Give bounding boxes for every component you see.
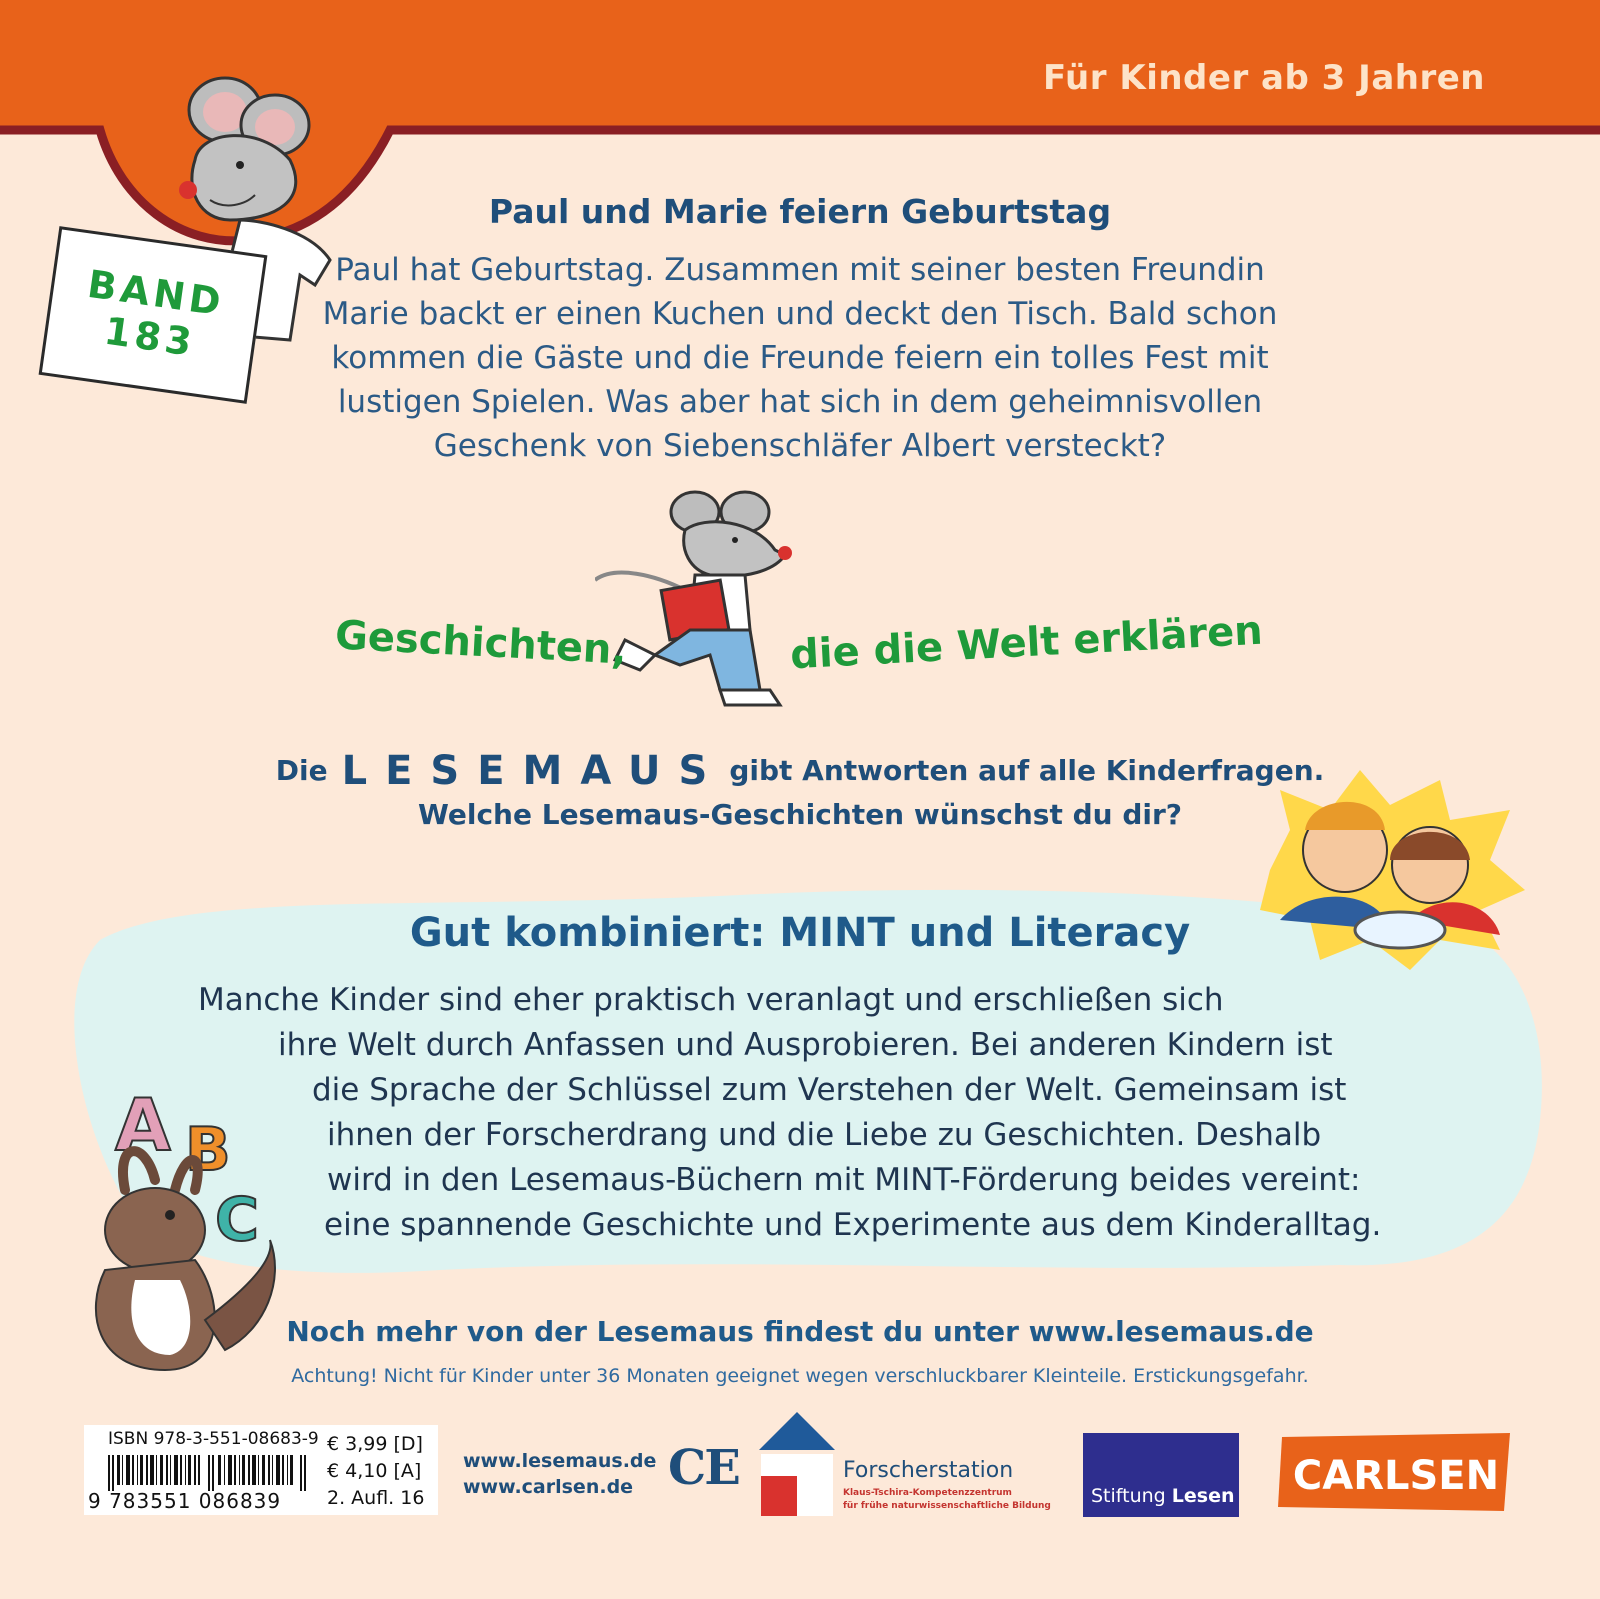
price-germany: € 3,99 [D]: [327, 1433, 423, 1455]
url-lesemaus[interactable]: www.lesemaus.de: [463, 1450, 657, 1472]
lesemaus-suffix: gibt Antworten auf alle Kinderfragen.: [729, 754, 1325, 787]
forscher-subtitle: für frühe naturwissenschaftliche Bildung: [843, 1501, 1051, 1511]
mint-line: die Sprache der Schlüssel zum Verstehen der Welt. Gemeinsam ist: [312, 1072, 1347, 1108]
story-description: [270, 248, 1330, 468]
story-line: lustigen Spielen. Was aber hat sich in dem geheimnisvollen: [337, 384, 1263, 420]
safety-warning: Achtung! Nicht für Kinder unter 36 Monaten geeignet wegen verschluckbarer Kleinteile. Erstickungsgefahr.: [291, 1365, 1309, 1387]
forscher-subtitle: Klaus-Tschira-Kompetenzzentrum: [843, 1488, 1012, 1498]
mint-title: Gut kombiniert: MINT und Literacy: [409, 910, 1191, 956]
age-label: Für Kinder ab 3 Jahren: [1043, 58, 1485, 98]
lesemaus-prefix: Die: [275, 754, 328, 787]
barcode-digits: 9 783551 086839: [88, 1489, 282, 1513]
band-label: BAND: [84, 261, 228, 325]
forscherstation-logo: [757, 1410, 1057, 1520]
story-line: kommen die Gäste und die Freunde feiern ein tolles Fest mit: [331, 340, 1269, 376]
url-carlsen[interactable]: www.carlsen.de: [463, 1476, 634, 1498]
stiftung-lesen-logo: [1083, 1433, 1239, 1517]
carlsen-logo: [1278, 1433, 1514, 1513]
barcode-icon: [108, 1455, 318, 1491]
house-icon: [757, 1410, 837, 1520]
lesemaus-word: LESEMAUS: [341, 748, 726, 794]
band-number-sign: [39, 226, 268, 404]
tagline-left: Geschichten,: [333, 612, 628, 674]
story-title: Paul und Marie feiern Geburtstag: [488, 192, 1112, 231]
letter-a: A: [115, 1083, 171, 1167]
mint-line: wird in den Lesemaus-Büchern mit MINT-Förderung beides vereint:: [327, 1162, 1361, 1198]
stiftung-word: Stiftung: [1091, 1485, 1166, 1507]
walking-mouse-illustration: [595, 490, 815, 720]
story-line: Geschenk von Siebenschläfer Albert versteckt?: [433, 428, 1167, 464]
tagline-right: die die Welt erklären: [789, 607, 1264, 679]
footer-urls: [463, 1448, 656, 1500]
letter-b: B: [185, 1115, 231, 1185]
edition: 2. Aufl. 16: [327, 1487, 425, 1509]
mint-line: eine spannende Geschichte und Experimente aus dem Kinderalltag.: [324, 1207, 1382, 1243]
isbn-number: ISBN 978-3-551-08683-9: [108, 1429, 319, 1449]
mint-line: ihre Welt durch Anfassen und Ausprobieren. Bei anderen Kindern ist: [278, 1027, 1333, 1063]
ce-mark-icon: CE: [668, 1440, 739, 1496]
price-block: [327, 1431, 424, 1512]
mint-line: Manche Kinder sind eher praktisch veranlagt und erschließen sich: [198, 982, 1224, 1018]
story-line: Paul hat Geburtstag. Zusammen mit seiner besten Freundin: [335, 252, 1265, 288]
lesemaus-question: Welche Lesemaus-Geschichten wünschst du dir?: [417, 798, 1183, 831]
lesen-word: Lesen: [1171, 1485, 1235, 1507]
price-austria: € 4,10 [A]: [327, 1460, 422, 1482]
forscher-name: Forscherstation: [843, 1458, 1014, 1483]
letter-c: C: [215, 1185, 260, 1255]
band-number: 183: [101, 308, 199, 365]
story-line: Marie backt er einen Kuchen und deckt den Tisch. Bald schon: [322, 296, 1278, 332]
mint-line: ihnen der Forscherdrang und die Liebe zu Geschichten. Deshalb: [327, 1117, 1322, 1153]
carlsen-text: CARLSEN: [1292, 1453, 1500, 1499]
more-info-line: Noch mehr von der Lesemaus findest du unter www.lesemaus.de: [286, 1315, 1314, 1348]
isbn-box: [84, 1425, 438, 1515]
